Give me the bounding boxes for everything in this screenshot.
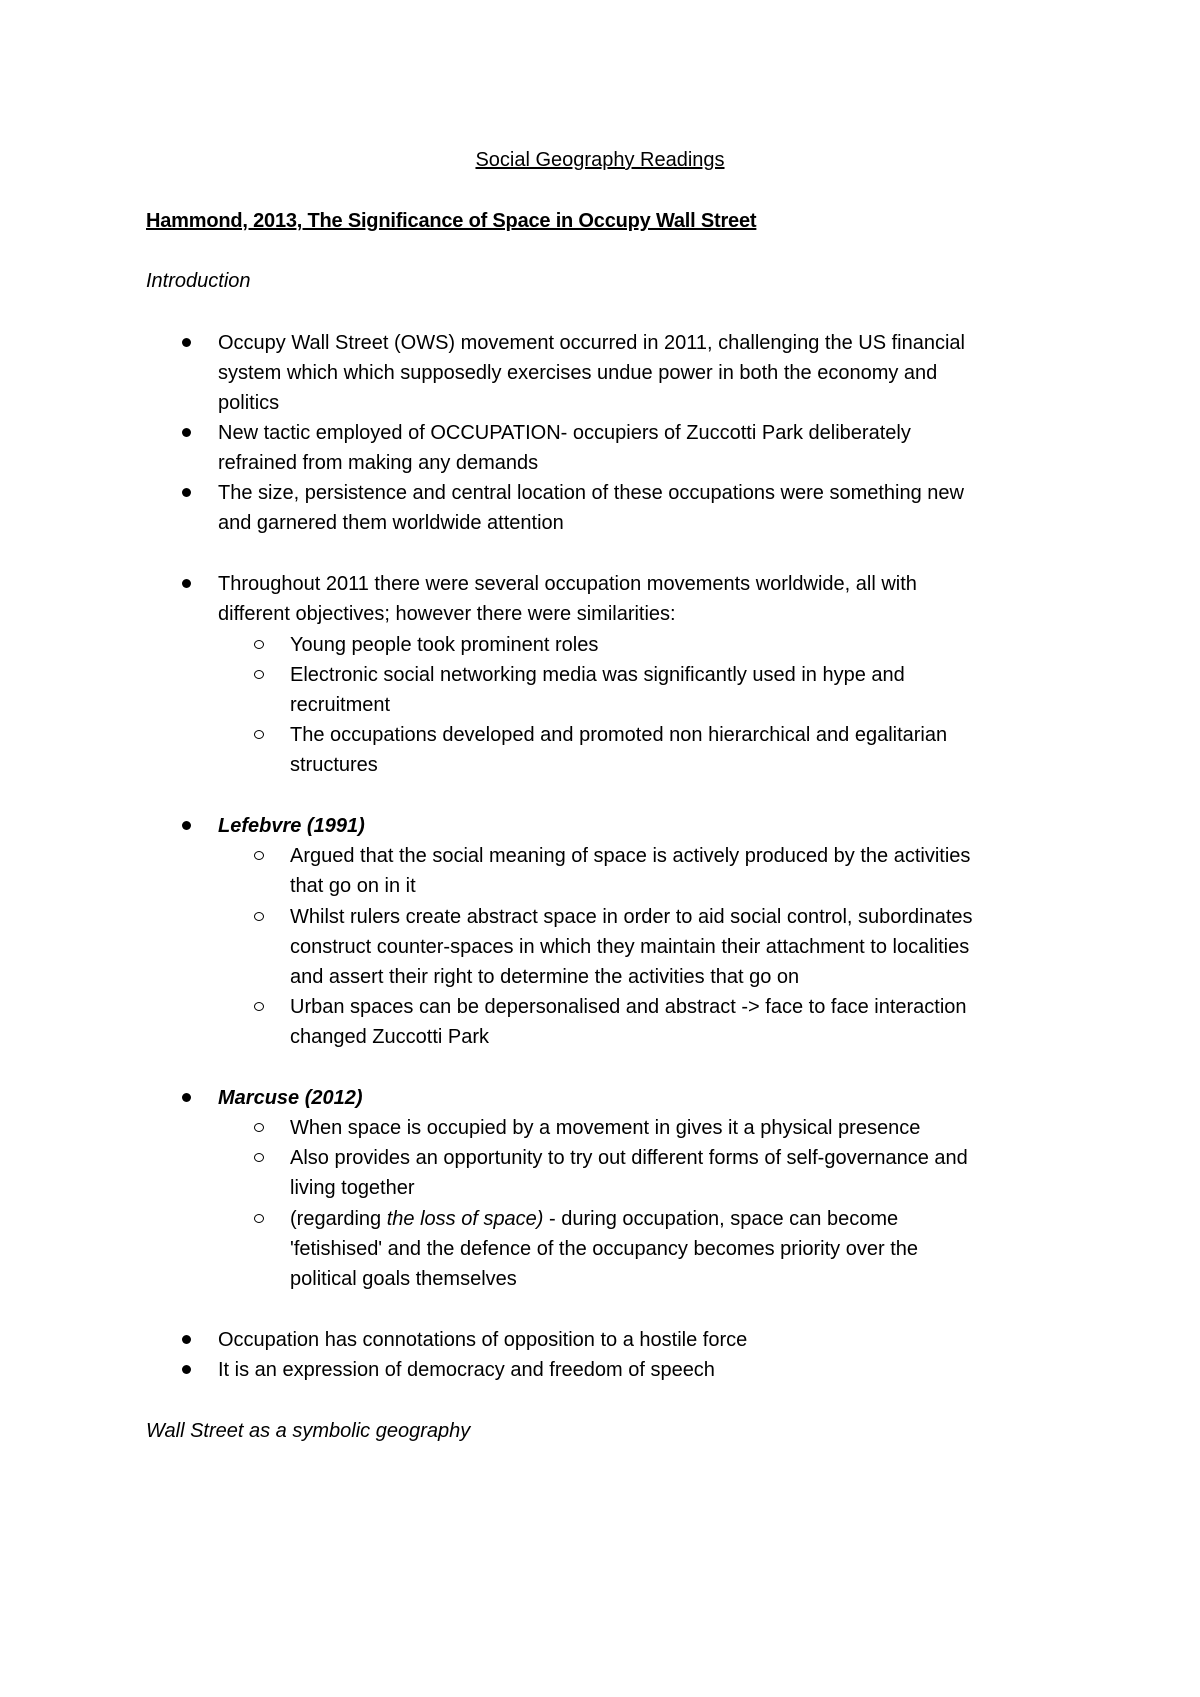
document-title: Social Geography Readings (475, 149, 725, 171)
sub-bullet-text: political goals themselves (290, 1268, 517, 1290)
bullet-icon (182, 579, 191, 588)
sub-bullet-icon (254, 1123, 264, 1132)
lefebvre-heading: Lefebvre (1991) (218, 815, 365, 837)
bullet-icon (182, 1093, 191, 1102)
sub-bullet-text: The occupations developed and promoted non hierarchical and egalitarian (290, 724, 948, 746)
sub-bullet-icon (254, 1214, 264, 1223)
marcuse-heading: Marcuse (2012) (218, 1087, 363, 1109)
sub-bullet-text: Also provides an opportunity to try out different forms of self-governance and (290, 1147, 968, 1169)
sub-bullet-icon (254, 670, 264, 679)
sub-bullet-text: Urban spaces can be depersonalised and abstract -> face to face interaction (290, 996, 967, 1018)
bullet-icon (182, 338, 191, 347)
sub-bullet-icon (254, 851, 264, 860)
bullet-icon (182, 821, 191, 830)
bullet-text: Occupy Wall Street (OWS) movement occurred in 2011, challenging the US financial (218, 332, 965, 354)
bullet-icon (182, 1335, 191, 1344)
section-wall-street: Wall Street as a symbolic geography (146, 1420, 471, 1442)
bullet-icon (182, 428, 191, 437)
sub-bullet-icon (254, 730, 264, 739)
bullet-text: It is an expression of democracy and freedom of speech (218, 1359, 715, 1381)
sub-bullet-text: that go on in it (290, 875, 416, 897)
sub-bullet-icon (254, 1153, 264, 1162)
bullet-text: system which which supposedly exercises undue power in both the economy and (218, 362, 938, 384)
sub-bullet-text: Argued that the social meaning of space is actively produced by the activities (290, 845, 971, 867)
bullet-text: different objectives; however there were similarities: (218, 603, 676, 625)
bullet-icon (182, 1365, 191, 1374)
bullet-icon (182, 488, 191, 497)
sub-bullet-text: living together (290, 1177, 415, 1199)
bullet-text: The size, persistence and central location of these occupations were something new (218, 482, 964, 504)
sub-bullet-text: Whilst rulers create abstract space in order to aid social control, subordinates (290, 906, 973, 928)
sub-bullet-text (290, 1204, 898, 1234)
italic-text-run: the loss of space) (386, 1208, 544, 1230)
sub-bullet-text: Young people took prominent roles (290, 634, 599, 656)
bullet-text: and garnered them worldwide attention (218, 512, 564, 534)
bullet-text: New tactic employed of OCCUPATION- occupiers of Zuccotti Park deliberately (218, 422, 911, 444)
bullet-text: Throughout 2011 there were several occupation movements worldwide, all with (218, 573, 917, 595)
section-introduction: Introduction (146, 270, 251, 292)
bullet-text: politics (218, 392, 280, 414)
sub-bullet-text: 'fetishised' and the defence of the occupancy becomes priority over the (290, 1238, 919, 1260)
sub-bullet-text: and assert their right to determine the activities that go on (290, 966, 800, 988)
sub-bullet-text: Electronic social networking media was significantly used in hype and (290, 664, 905, 686)
bullet-text: refrained from making any demands (218, 452, 539, 474)
sub-bullet-text: construct counter-spaces in which they maintain their attachment to localities (290, 936, 970, 958)
reading-heading: Hammond, 2013, The Significance of Space in Occupy Wall Street (146, 210, 757, 232)
sub-bullet-text: structures (290, 754, 378, 776)
sub-bullet-icon (254, 640, 264, 649)
bullet-text: Occupation has connotations of opposition to a hostile force (218, 1329, 748, 1351)
text-run: - during occupation, space can become (543, 1208, 899, 1230)
text-run: (regarding (290, 1208, 387, 1230)
sub-bullet-text: changed Zuccotti Park (290, 1026, 489, 1048)
sub-bullet-text: recruitment (290, 694, 391, 716)
sub-bullet-icon (254, 912, 264, 921)
sub-bullet-icon (254, 1002, 264, 1011)
sub-bullet-text: When space is occupied by a movement in gives it a physical presence (290, 1117, 921, 1139)
